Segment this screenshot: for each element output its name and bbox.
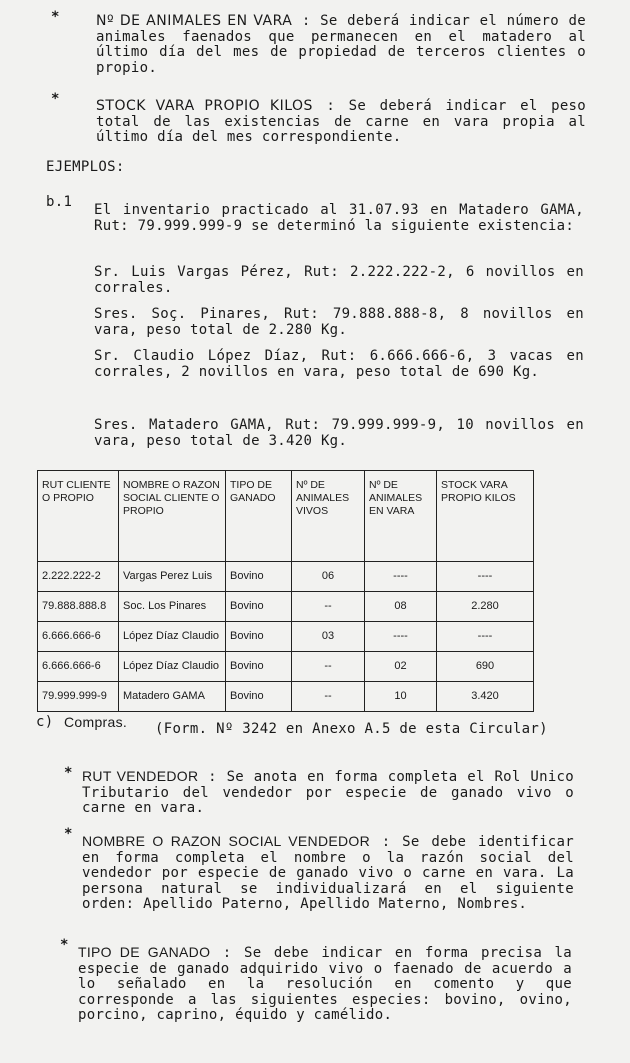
cell: Bovino xyxy=(226,682,292,712)
item-title: STOCK VARA PROPIO KILOS xyxy=(96,98,313,114)
col-header: STOCK VARA PROPIO KILOS xyxy=(437,471,534,562)
item-body: Se deberá indicar el peso total de las existencias de carne en vara propia al último día del mes correspondiente. xyxy=(96,98,586,145)
cell: Bovino xyxy=(226,622,292,652)
item-title: TIPO DE GANADO xyxy=(78,944,211,960)
cell: 2.280 xyxy=(437,592,534,622)
cell: -- xyxy=(292,652,365,682)
table-row xyxy=(38,562,534,592)
b1-para: Sres. Soç. Pinares, Rut: 79.888.888-8, 8 novillos en vara, peso total de 2.280 Kg. xyxy=(94,306,584,338)
cell: 6.666.666-6 xyxy=(38,622,119,652)
item-animales-en-vara: Nº DE ANIMALES EN VARA : Se deberá indicar el número de animales faenados que permanecen en el matadero al último día del mes de propiedad de terceros clientes o propio. xyxy=(96,13,586,76)
bullet: * xyxy=(51,91,60,107)
col-header: NOMBRE O RAZON SOCIAL CLIENTE O PROPIO xyxy=(119,471,226,562)
table-header-row xyxy=(38,471,534,562)
cell: Matadero GAMA xyxy=(119,682,226,712)
item-title: NOMBRE O RAZON SOCIAL VENDEDOR xyxy=(82,833,371,849)
cell: 79.888.888.8 xyxy=(38,592,119,622)
b1-para: Sr. Claudio López Díaz, Rut: 6.666.666-6, 3 vacas en corrales, 2 novillos en vara, peso total de 690 Kg. xyxy=(94,348,584,380)
cell: Vargas Perez Luis xyxy=(119,562,226,592)
bullet: * xyxy=(60,937,69,953)
cell: 6.666.666-6 xyxy=(38,652,119,682)
cell: 79.999.999-9 xyxy=(38,682,119,712)
col-header: Nº DE ANIMALES EN VARA xyxy=(365,471,437,562)
c-label: c) xyxy=(36,714,54,730)
examples-heading: EJEMPLOS: xyxy=(46,159,125,175)
item-title: Nº DE ANIMALES EN VARA xyxy=(96,13,293,29)
cell: López Díaz Claudio xyxy=(119,622,226,652)
b1-para: Sres. Matadero GAMA, Rut: 79.999.999-9, 10 novillos en vara, peso total de 3.420 Kg. xyxy=(94,417,584,449)
col-header: Nº DE ANIMALES VIVOS xyxy=(292,471,365,562)
cell: ---- xyxy=(365,622,437,652)
b1-label: b.1 xyxy=(46,194,73,210)
item-body: Se debe identificar en forma completa el nombre o la razón social del vendedor por especie de ganado vivo o carne en vara. La persona natural se individualizará en el siguiente orden: Apellido Paterno, Apellido Materno, Nombres. xyxy=(82,834,574,912)
cell: Soc. Los Pinares xyxy=(119,592,226,622)
cell: 03 xyxy=(292,622,365,652)
bullet: * xyxy=(64,765,73,781)
cell: Bovino xyxy=(226,592,292,622)
bullet: * xyxy=(64,826,73,842)
item-stock-vara: STOCK VARA PROPIO KILOS : Se deberá indicar el peso total de las existencias de carne en vara propia al último día del mes correspondiente. xyxy=(96,98,586,145)
cell: ---- xyxy=(437,622,534,652)
cell: 10 xyxy=(365,682,437,712)
item-body: Se deberá indicar el número de animales faenados que permanecen en el matadero al último día del mes de propiedad de terceros clientes o propio. xyxy=(96,13,586,76)
cell: 3.420 xyxy=(437,682,534,712)
cell: Bovino xyxy=(226,652,292,682)
col-header: RUT CLIENTE O PROPIO xyxy=(38,471,119,562)
c-title: Compras. xyxy=(64,714,128,730)
c-note: (Form. Nº 3242 en Anexo A.5 de esta Circular) xyxy=(155,721,548,737)
item-body: Se debe indicar en forma precisa la especie de ganado adquirido vivo o faenado de acuerdo a lo señalado en la resolución en comento y que corresponde a las siguientes especies: bovino, ovino, porcino, caprino, équido y camélido. xyxy=(78,945,572,1023)
table-row xyxy=(38,652,534,682)
cell: ---- xyxy=(437,562,534,592)
item-rut-vendedor: RUT VENDEDOR : Se anota en forma completa el Rol Unico Tributario del vendedor por especie de ganado vivo o carne en vara. xyxy=(82,768,575,816)
b1-para: Sr. Luis Vargas Pérez, Rut: 2.222.222-2, 6 novillos en corrales. xyxy=(94,264,584,296)
table-row xyxy=(38,592,534,622)
cell: 02 xyxy=(365,652,437,682)
cell: 08 xyxy=(365,592,437,622)
cell: -- xyxy=(292,592,365,622)
item-nombre-vendedor: NOMBRE O RAZON SOCIAL VENDEDOR : Se debe identificar en forma completa el nombre o la razón social del vendedor por especie de ganado vivo o carne en vara. La persona natural se individualizará en el siguiente orden: Apellido Paterno, Apellido Materno, Nombres. xyxy=(82,833,574,912)
cell: -- xyxy=(292,682,365,712)
table-row xyxy=(38,682,534,712)
cell: 690 xyxy=(437,652,534,682)
cell: Bovino xyxy=(226,562,292,592)
b1-intro: El inventario practicado al 31.07.93 en Matadero GAMA, Rut: 79.999.999-9 se determinó la siguiente existencia: xyxy=(94,202,584,234)
inventory-table xyxy=(37,470,534,712)
item-title: RUT VENDEDOR xyxy=(82,768,199,784)
cell: 2.222.222-2 xyxy=(38,562,119,592)
table-row xyxy=(38,622,534,652)
item-body: Se anota en forma completa el Rol Unico Tributario del vendedor por especie de ganado vivo o carne en vara. xyxy=(82,769,575,816)
col-header: TIPO DE GANADO xyxy=(226,471,292,562)
cell: ---- xyxy=(365,562,437,592)
item-tipo-ganado: TIPO DE GANADO : Se debe indicar en forma precisa la especie de ganado adquirido vivo o faenado de acuerdo a lo señalado en la resolución en comento y que corresponde a las siguientes especies: bovino, ovino, porcino, caprino, équido y camélido. xyxy=(78,944,572,1023)
cell: López Díaz Claudio xyxy=(119,652,226,682)
bullet: * xyxy=(51,9,60,25)
cell: 06 xyxy=(292,562,365,592)
